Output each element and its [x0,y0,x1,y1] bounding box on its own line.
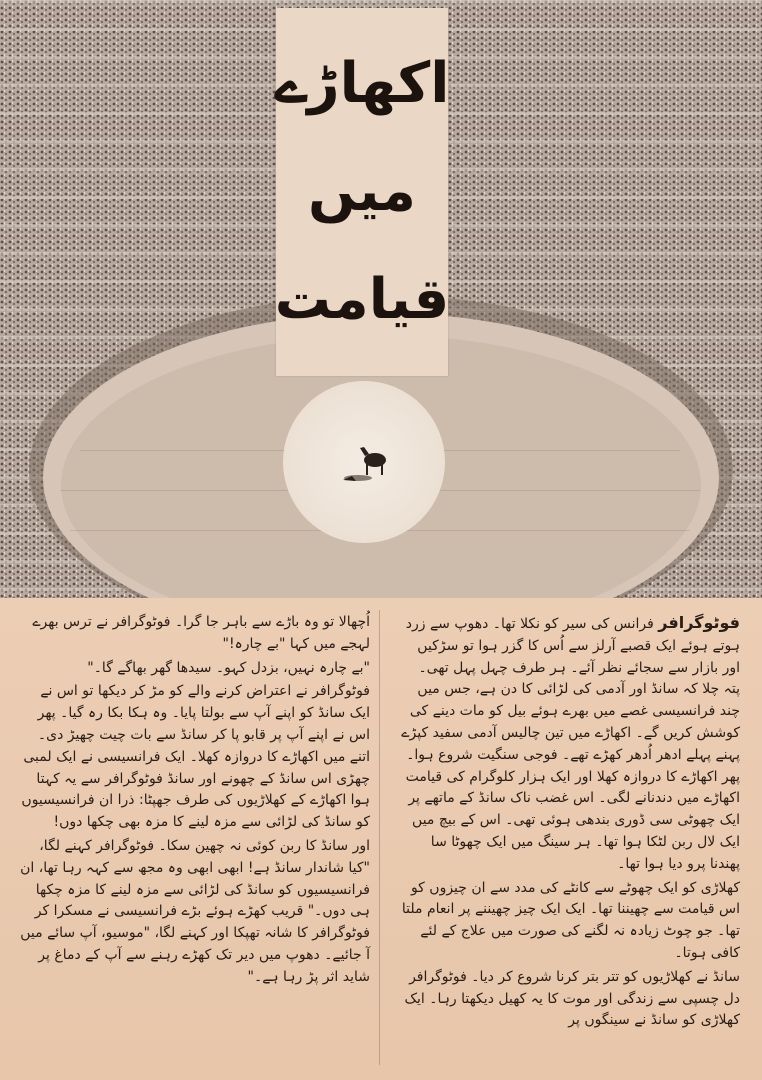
title-line-2: میں [308,159,416,224]
paragraph [398,612,740,876]
article-body [0,598,762,1080]
article-title [276,8,448,376]
paragraph: کھلاڑی کو ایک چھوٹے سے کانٹے کی مدد سے ان چیزوں کو اس قیامت سے چھیننا تھا۔ ایک ایک چیز چھیننے پر انعام ملتا تھا۔ جو چوٹ زیادہ نہ لگنے کی صورت میں علاج کے لئے کافی ہوتا۔ [401,879,740,961]
title-line-1: اکھاڑے [274,51,450,116]
paragraph: اور سانڈ کا ربن کوئی نہ چھین سکا۔ فوٹوگرافر کہنے لگا، "کیا شاندار سانڈ ہے! ابھی ابھی وہ مجھ سے کہہ رہا تھا، ان فرانسیسیوں کو سانڈ کی لڑائی سے مزہ لینے کا مزہ چکھا ہی دوں۔" قریب کھڑے ہوئے بڑے فرانسیسی نے مسکرا کر فوٹوگرافر کا شانہ تھپکا اور کہنے لگا، "موسیو، آپ سائے میں آ جائیے۔ دھوپ میں دیر تک کھڑے رہنے سے آپ کے دماغ پر شاید اثر پڑ رہا ہے۔" [20,837,370,985]
title-line-3: قیامت [274,267,450,332]
paragraph: فوٹوگرافر نے اعتراض کرنے والے کو مڑ کر دیکھا تو اس نے ایک سانڈ کو اپنے آپ سے بولتا پایا۔ وہ ہکا بکا رہ گیا۔ پھر اس نے اپنے آپ پر قابو پا کر سانڈ سے بات چیت چھیڑ دی۔ اتنے میں اکھاڑے کا دروازہ کھلا۔ ایک فرانسیسی نے ایک لمبی چھڑی اس سانڈ کے چھونے اور سانڈ فوٹوگرافر سے یہ کہتا ہوا اکھاڑے کے کھلاڑیوں کی طرف جھپٹا: ذرا ان فرانسیسیوں کو سانڈ کی لڑائی سے مزہ لینے کا مزہ بھی چکھا دوں! [21,683,370,831]
column-divider [379,610,380,1065]
left-text-column [20,612,370,991]
lead-word: فوٹوگرافر [658,613,740,632]
spotlight-circle [283,381,445,543]
paragraph: "بے چارہ نہیں، بزدل کہو۔ سیدھا گھر بھاگے گا۔" [87,659,370,676]
paragraph-text: فرانس کی سیر کو نکلا تھا۔ دھوپ سے زرد ہوتے ہوئے ایک قصبے آرلز سے اُس کا گزر ہوا تو سڑکیں اور بازار سے سجائے نظر آئے۔ ہر طرف چہل پہل تھی۔ پتہ چلا کہ سانڈ اور آدمی کی لڑائی کا دن ہے، جس میں چند فرانسیسی غصے میں بھرے ہوئے بیل کو مات دینے کی کوشش کریں گے۔ اکھاڑے میں تین چالیس آدمی سفید کپڑے پہنے پہلے ادھر اُدھر کھڑے تھے۔ فوجی سنگیت شروع ہوا۔ پھر اکھاڑے کا دروازہ کھلا اور ایک ہزار کلوگرام کی قیامت اکھاڑے میں دندنانے لگی۔ اس غضب ناک سانڈ کے ماتھے پر ایک چھوٹی سی ڈوری بندھی ہوئی تھی۔ اس کے بیچ میں ایک لال ربن لٹکا ہوا تھا۔ ہر سینگ میں ایک چھوٹا سا پھندنا پرو دیا ہوا تھا۔ [401,616,740,872]
right-text-column [398,612,740,1034]
paragraph: اُچھالا تو وہ باڑے سے باہر جا گرا۔ فوٹوگرافر نے ترس بھرے لہجے میں کہا "بے چارہ!" [32,614,370,652]
paragraph: سانڈ نے کھلاڑیوں کو تتر بتر کرنا شروع کر دیا۔ فوٹوگرافر دل چسپی سے زندگی اور موت کا یہ کھیل دیکھتا رہا۔ ایک کھلاڑی کو سانڈ نے سینگوں پر [404,968,740,1029]
